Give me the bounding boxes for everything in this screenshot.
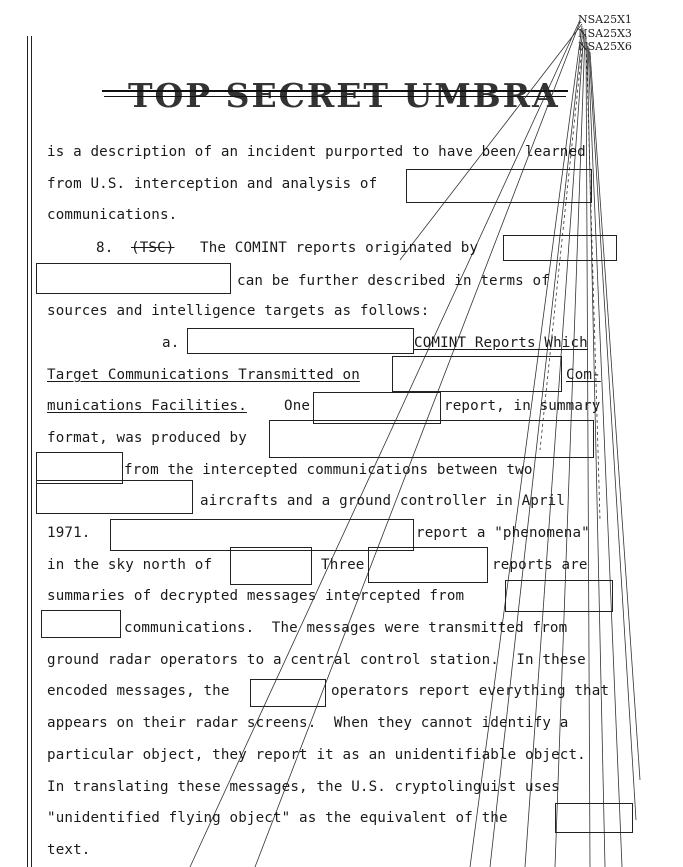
body-line: ground radar operators to a central control station. In these [47, 652, 586, 668]
body-line: operators report everything that [331, 683, 610, 699]
redaction-box [187, 328, 414, 354]
body-line: In translating these messages, the U.S. cryptolinguist uses [47, 779, 560, 795]
redaction-box [36, 263, 231, 294]
body-line: sources and intelligence targets as follows: [47, 303, 430, 319]
body-line: encoded messages, the [47, 683, 230, 699]
body-line: summaries of decrypted messages intercepted from [47, 588, 465, 604]
section-heading: COMINT Reports Which [414, 335, 588, 351]
body-line: 1971. [47, 525, 91, 541]
body-line: particular object, they report it as an unidentifiable object. [47, 747, 586, 763]
redaction-box [406, 169, 592, 203]
redaction-box [36, 480, 193, 514]
section-heading: munications Facilities. [47, 398, 247, 414]
body-line: reports are [492, 557, 588, 573]
body-line: appears on their radar screens. When they cannot identify a [47, 715, 569, 731]
section-heading: Com- [566, 367, 601, 383]
body-line: Three [321, 557, 365, 573]
redaction-box [230, 547, 312, 585]
exemption-marker: NSA25X6 [578, 40, 632, 53]
body-line: report, in summary [444, 398, 601, 414]
body-line: One [284, 398, 311, 414]
body-line: in the sky north of [47, 557, 213, 573]
body-line: aircrafts and a ground controller in April [200, 493, 566, 509]
redaction-box [250, 679, 326, 707]
body-line: communications. [47, 207, 178, 223]
body-line: is a description of an incident purported to have been learned [47, 144, 586, 160]
redaction-box [503, 235, 617, 261]
body-line: format, was produced by [47, 430, 247, 446]
redaction-box [368, 547, 488, 583]
body-line: communications. The messages were transmitted from [124, 620, 568, 636]
exemption-marker: NSA25X3 [578, 26, 632, 40]
redaction-box [41, 610, 121, 638]
body-line: report a "phenomena" [416, 525, 590, 541]
redaction-box [392, 356, 562, 392]
body-line: The COMINT reports originated by [200, 240, 479, 256]
body-line: can be further described in terms of [237, 273, 550, 289]
body-line: from U.S. interception and analysis of [47, 176, 378, 192]
exemption-marker: NSA25X1 [578, 13, 632, 26]
struck-classification-tag: (TSC) [131, 240, 175, 256]
body-line: text. [47, 842, 91, 858]
redaction-box [269, 420, 594, 458]
section-heading: Target Communications Transmitted on [47, 367, 360, 383]
redaction-box [505, 580, 613, 612]
redaction-box [555, 803, 633, 833]
body-line: "unidentified flying object" as the equivalent of the [47, 810, 508, 826]
paragraph-number: 8. [96, 240, 114, 256]
subparagraph-letter: a. [162, 335, 180, 351]
body-line: from the intercepted communications between two [124, 462, 533, 478]
